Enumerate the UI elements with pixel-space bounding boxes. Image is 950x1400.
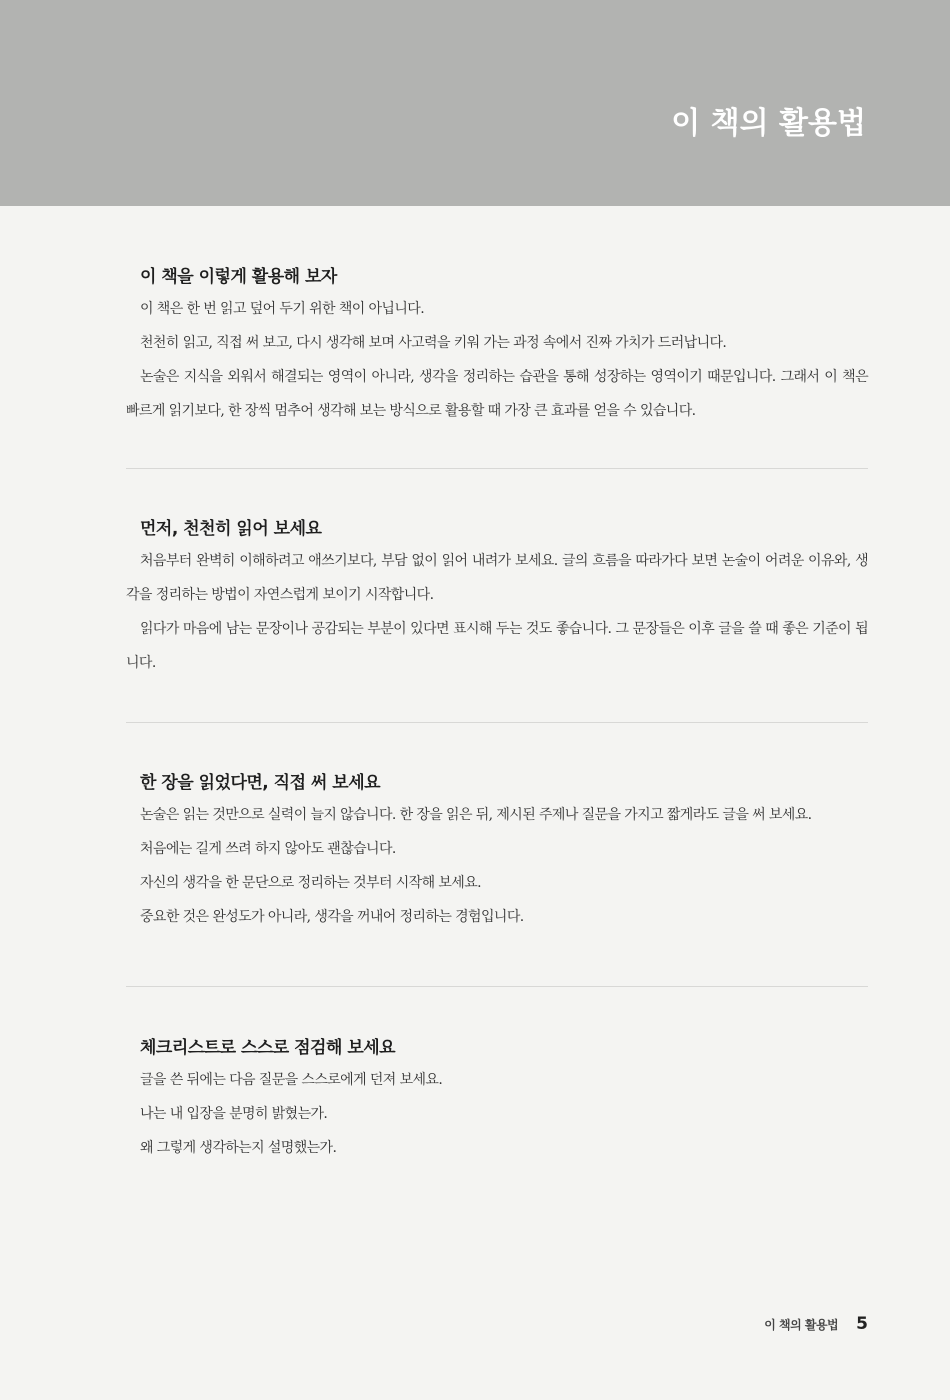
- section-divider: [126, 722, 868, 723]
- paragraph: 나는 내 입장을 분명히 밝혔는가.: [140, 1106, 328, 1122]
- section-checklist: [126, 1033, 868, 1165]
- page-footer: [764, 1314, 868, 1334]
- page-number: 5: [856, 1314, 868, 1334]
- section-divider: [126, 468, 868, 469]
- paragraph: 논술은 읽는 것만으로 실력이 늘지 않습니다. 한 장을 읽은 뒤, 제시된 주제나 질문을 가지고 짧게라도 글을 써 보세요.: [140, 807, 812, 823]
- section-heading: 이 책을 이렇게 활용해 보자: [140, 267, 337, 287]
- paragraph: 중요한 것은 완성도가 아니라, 생각을 꺼내어 정리하는 경험입니다.: [140, 909, 524, 925]
- paragraph: 천천히 읽고, 직접 써 보고, 다시 생각해 보며 사고력을 키워 가는 과정 속에서 진짜 가치가 드러납니다.: [140, 335, 727, 351]
- section-heading: 한 장을 읽었다면, 직접 써 보세요: [140, 773, 381, 793]
- paragraph: 읽다가 마음에 남는 문장이나 공감되는 부분이 있다면 표시해 두는 것도 좋습니다. 그 문장들은 이후 글을 쓸 때 좋은 기준이 됩니다.: [126, 621, 868, 671]
- header-band: [0, 0, 950, 206]
- main-content: [126, 262, 868, 1165]
- paragraph: 처음부터 완벽히 이해하려고 애쓰기보다, 부담 없이 읽어 내려가 보세요. 글의 흐름을 따라가다 보면 논술이 어려운 이유와, 생각을 정리하는 방법이 자연스럽게 보이기 시작합니다.: [126, 553, 868, 603]
- section-heading: 먼저, 천천히 읽어 보세요: [140, 519, 322, 539]
- section-write: [126, 768, 868, 934]
- paragraph: 이 책은 한 번 읽고 덮어 두기 위한 책이 아닙니다.: [140, 301, 425, 317]
- paragraph: 논술은 지식을 외워서 해결되는 영역이 아니라, 생각을 정리하는 습관을 통해 성장하는 영역이기 때문입니다. 그래서 이 책은 빠르게 읽기보다, 한 장씩 멈추어 생각해 보는 방식으로 활용할 때 가장 큰 효과를 얻을 수 있습니다.: [126, 369, 868, 419]
- paragraph: 처음에는 길게 쓰려 하지 않아도 괜찮습니다.: [140, 841, 396, 857]
- section-usage: [126, 262, 868, 428]
- section-read: [126, 514, 868, 680]
- running-footer-title: 이 책의 활용법: [764, 1318, 839, 1332]
- section-divider: [126, 986, 868, 987]
- section-heading: 체크리스트로 스스로 점검해 보세요: [140, 1038, 396, 1058]
- page-title: 이 책의 활용법: [671, 106, 866, 141]
- paragraph: 글을 쓴 뒤에는 다음 질문을 스스로에게 던져 보세요.: [140, 1072, 443, 1088]
- paragraph: 왜 그렇게 생각하는지 설명했는가.: [140, 1140, 337, 1156]
- paragraph: 자신의 생각을 한 문단으로 정리하는 것부터 시작해 보세요.: [140, 875, 481, 891]
